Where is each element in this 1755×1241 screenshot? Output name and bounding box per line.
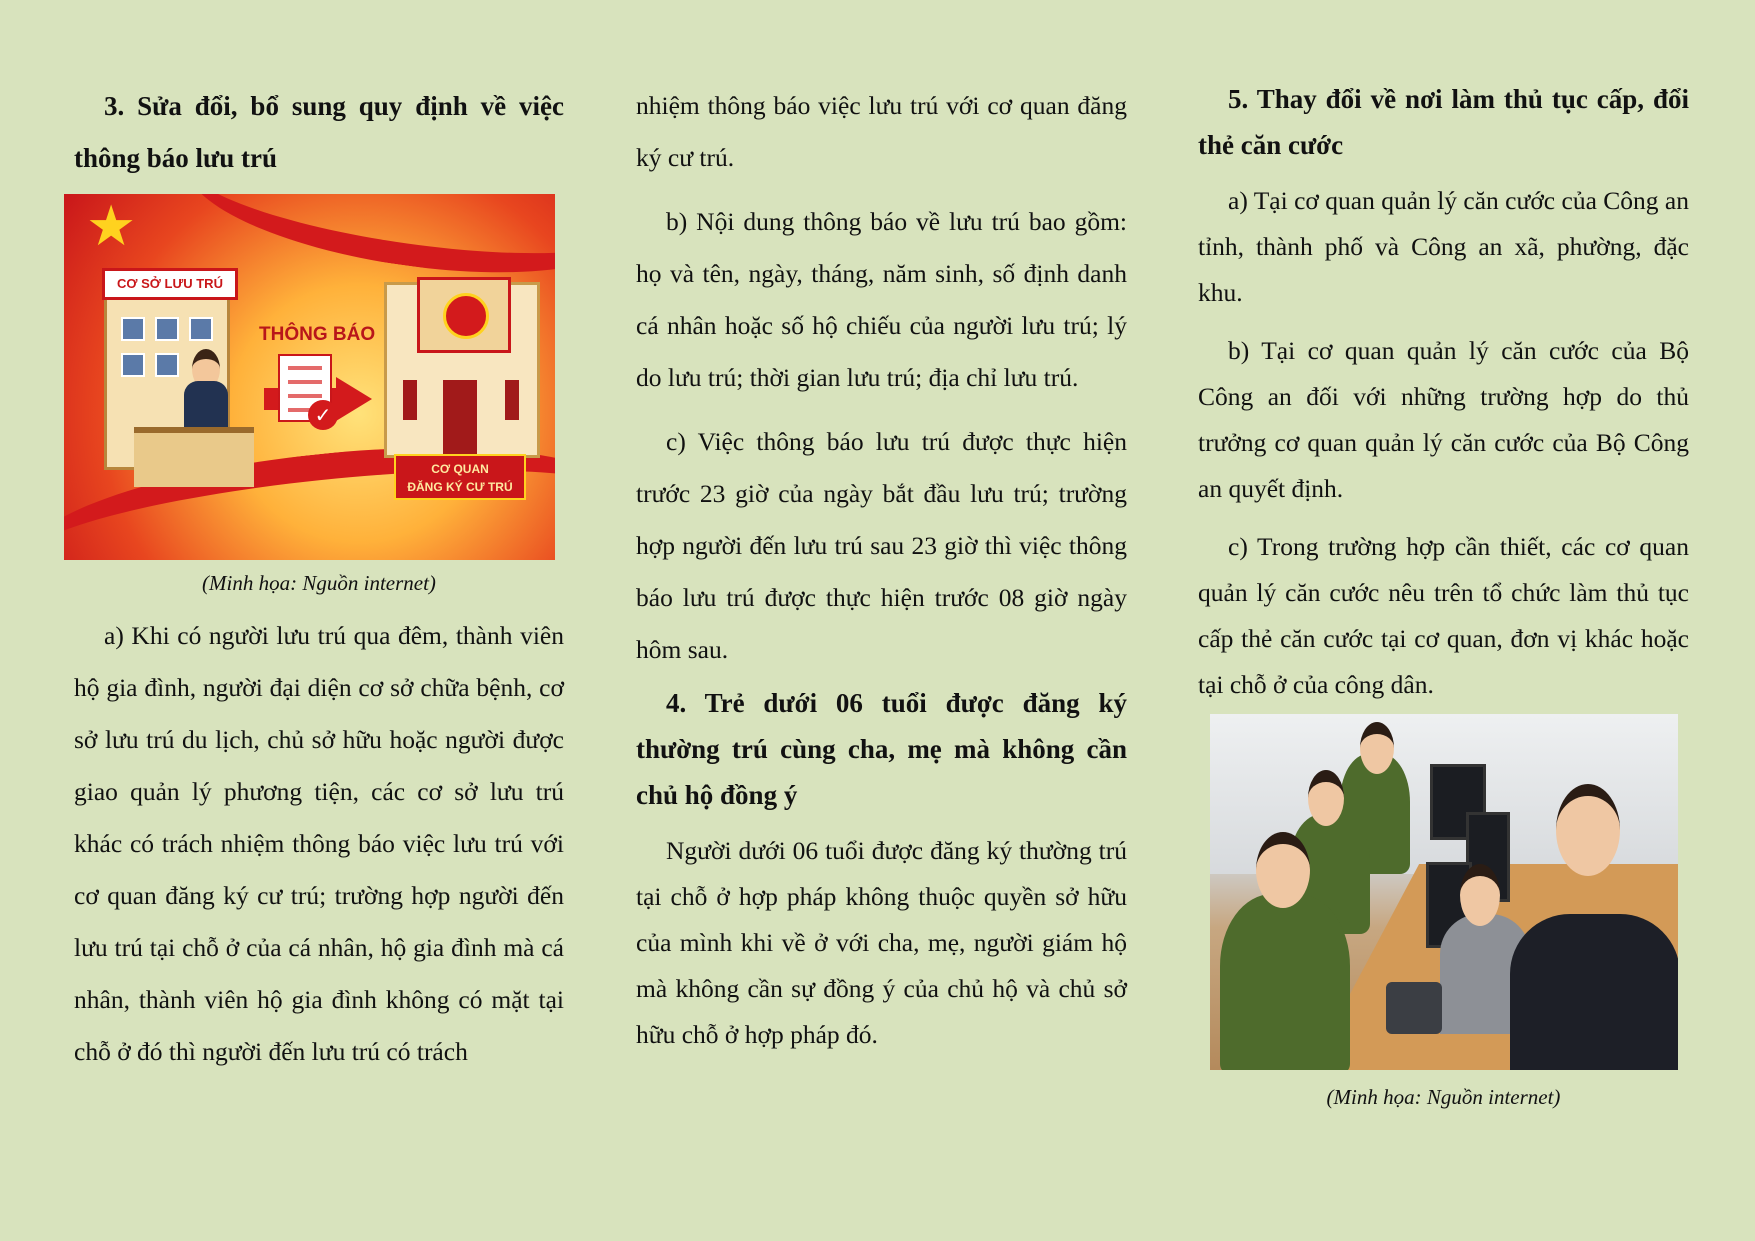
section-3-heading: 3. Sửa đổi, bổ sung quy định về việc thông báo lưu trú xyxy=(74,91,564,173)
notification-label: THÔNG BÁO xyxy=(259,324,376,345)
paragraph-3c: c) Việc thông báo lưu trú được thực hiện trước 23 giờ của ngày bắt đầu lưu trú; trường hợp người đến lưu trú sau 23 giờ thì việc thông báo lưu trú được thực hiện trước 08 giờ ngày hôm sau. xyxy=(636,427,1127,664)
paragraph-3a: a) Khi có người lưu trú qua đêm, thành viên hộ gia đình, người đại diện cơ sở chữa bệnh, cơ sở lưu trú du lịch, chủ sở hữu hoặc người được giao quản lý phương tiện, các cơ sở lưu trú khác có trách nhiệm thông báo việc lưu trú với cơ quan đăng ký cư trú; trường hợp người đến lưu trú tại chỗ ở của cá nhân, hộ gia đình mà cá nhân, thành viên hộ gia đình không có mặt tại chỗ ở đó thì người đến lưu trú có trách xyxy=(74,621,564,1066)
reception-desk xyxy=(134,427,254,487)
section-5-heading: 5. Thay đổi về nơi làm thủ tục cấp, đổi thẻ căn cước xyxy=(1198,84,1689,160)
paragraph-3b: b) Nội dung thông báo về lưu trú bao gồm: họ và tên, ngày, tháng, năm sinh, số định danh cá nhân hoặc số hộ chiếu của người lưu trú; lý do lưu trú; thời gian lưu trú; địa chỉ lưu trú. xyxy=(636,207,1127,392)
paragraph-5c: c) Trong trường hợp cần thiết, các cơ quan quản lý căn cước nêu trên tổ chức làm thủ tục cấp thẻ căn cước tại cơ quan, đơn vị khác hoặc tại chỗ ở của công dân. xyxy=(1198,532,1689,699)
photo-id-card-registration xyxy=(1210,714,1678,1070)
column-2 xyxy=(636,80,1127,1058)
star-icon: ★ xyxy=(86,196,137,258)
government-building-icon xyxy=(384,282,540,458)
paragraph-5b: b) Tại cơ quan quản lý căn cước của Bộ Công an đối với những trường hợp do thủ trưởng cơ quan quản lý căn cước của Bộ Công an quyết định. xyxy=(1198,336,1689,503)
fingerprint-scanner xyxy=(1386,982,1442,1034)
column-3 xyxy=(1198,76,1689,1112)
emblem-icon xyxy=(443,293,489,339)
image-caption: (Minh họa: Nguồn internet) xyxy=(202,571,436,595)
accommodation-sign: CƠ SỞ LƯU TRÚ xyxy=(102,268,238,300)
paragraph-3a-continued: nhiệm thông báo việc lưu trú với cơ quan đăng ký cư trú. xyxy=(636,91,1127,172)
arrow-head-icon xyxy=(336,377,372,421)
image-caption: (Minh họa: Nguồn internet) xyxy=(1326,1085,1561,1109)
illustration-notification xyxy=(64,194,555,560)
receptionist-figure xyxy=(184,349,228,429)
section-4-heading: 4. Trẻ dưới 06 tuổi được đăng ký thường trú cùng cha, mẹ mà không cần chủ hộ đồng ý xyxy=(636,688,1127,810)
column-1 xyxy=(74,80,564,1078)
residence-office-sign: CƠ QUAN ĐĂNG KÝ CƯ TRÚ xyxy=(394,454,526,500)
paragraph-5a: a) Tại cơ quan quản lý căn cước của Công an tỉnh, thành phố và Công an xã, phường, đặc khu. xyxy=(1198,186,1689,307)
check-icon: ✓ xyxy=(308,400,338,430)
paragraph-4: Người dưới 06 tuổi được đăng ký thường trú tại chỗ ở hợp pháp không thuộc quyền sở hữu của mình khi về ở với cha, mẹ, người giám hộ mà không cần sự đồng ý của chủ hộ và chủ sở hữu chỗ ở hợp pháp đó. xyxy=(636,836,1127,1049)
